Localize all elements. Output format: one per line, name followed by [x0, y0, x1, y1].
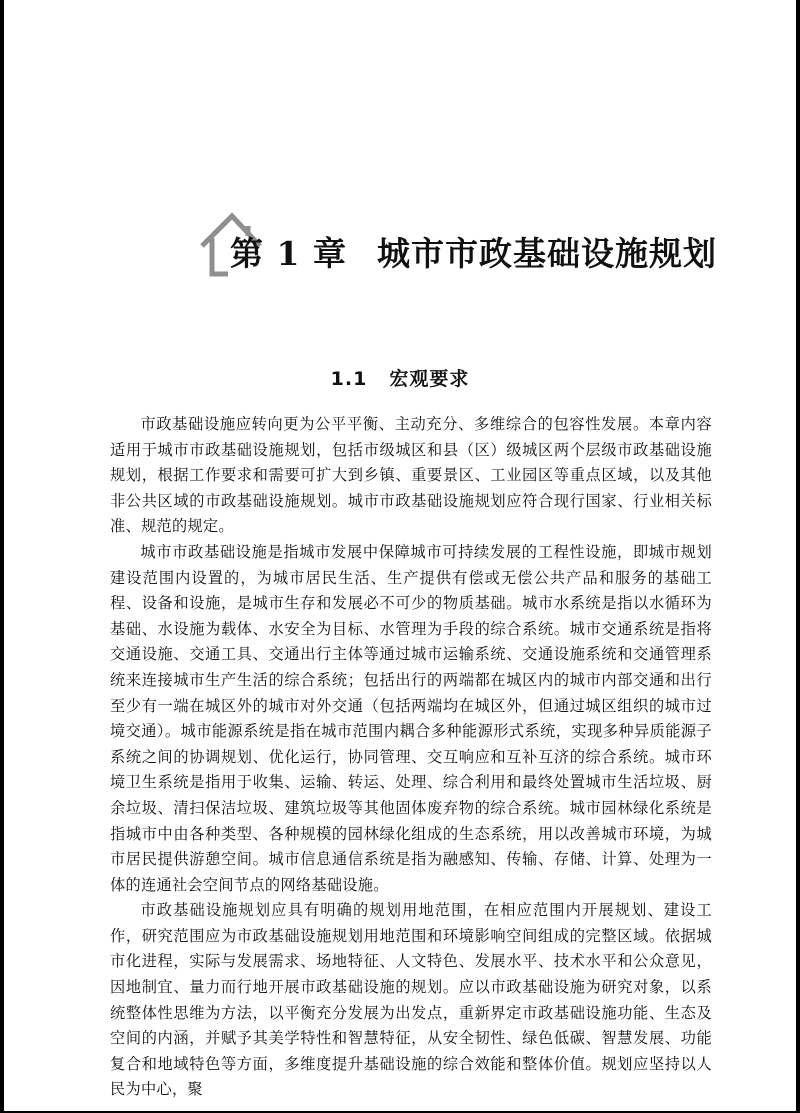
paragraph: 市政基础设施规划应具有明确的规划用地范围，在相应范围内开展规划、建设工作，研究范围应为市政基础设施规划用地范围和环境影响空间组成的完整区域。依据城市化进程，实际与发展需求、场地特征、人文特色、发展水平、技术水平和公众意见，因地制宜、量力而行地开展市政基础设施的规划。应以市政基础设施为研究对象，以系统整体性思维为方法，以平衡充分发展为出发点，重新界定市政基础设施功能、生态及空间的内涵，并赋予其美学特性和智慧特征，从安全韧性、绿色低碳、智慧发展、功能复合和地域特色等方面，多维度提升基础设施的综合效能和整体价值。规划应坚持以人民为中心，聚 — [110, 901, 712, 1099]
chapter-number: 第 1 章 — [230, 234, 347, 273]
paragraph: 城市市政基础设施是指城市发展中保障城市可持续发展的工程性设施，即城市规划建设范围内设置的，为城市居民生活、生产提供有偿或无偿公共产品和服务的基础工程、设备和设施，是城市生存和发展必不可少的物质基础。城市水系统是指以水循环为基础、水设施为载体、水安全为目标、水管理为手段的综合系统。城市交通系统是指将交通设施、交通工具、交通出行主体等通过城市运输系统、交通设施系统和交通管理系统来连接城市生产生活的综合系统；包括出行的两端都在城区内的城市内部交通和出行至少有一端在城区外的城市对外交通（包括两端均在城区外，但通过城区组织的城市过境交通）。城市能源系统是指在城市范围内耦合多种能源形式系统，实现多种异质能源子系统之间的协调规划、优化运行，协同管理、交互响应和互补互济的综合系统。城市环境卫生系统是指用于收集、运输、转运、处理、综合利用和最终处置城市生活垃圾、厨余垃圾、清扫保洁垃圾、建筑垃圾等其他固体废弃物的综合系统。城市园林绿化系统是指城市中由各种类型、各种规模的园林绿化组成的生态系统，用以改善城市环境，为城市居民提供游憩空间。城市信息通信系统是指为融感知、传输、存储、计算、处理为一体的连通社会空间节点的网络基础设施。 — [110, 542, 712, 894]
section-name: 宏观要求 — [389, 368, 470, 390]
chapter-name: 城市市政基础设施规划 — [376, 234, 717, 273]
page-edge-right — [796, 0, 800, 1113]
chapter-header — [198, 208, 717, 288]
body-text — [110, 412, 712, 1103]
section-title — [0, 364, 800, 394]
paragraph: 市政基础设施应转向更为公平平衡、主动充分、多维综合的包容性发展。本章内容适用于城市市政基础设施规划，包括市级城区和县（区）级城区两个层级市政基础设施规划，根据工作要求和需要可扩大到乡镇、重要景区、工业园区等重点区域，以及其他非公共区域的市政基础设施规划。城市市政基础设施规划应符合现行国家、行业相关标准、规范的规定。 — [110, 415, 712, 536]
page-edge-left — [0, 0, 4, 1113]
chapter-title — [230, 232, 717, 276]
section-number: 1.1 — [330, 368, 368, 390]
